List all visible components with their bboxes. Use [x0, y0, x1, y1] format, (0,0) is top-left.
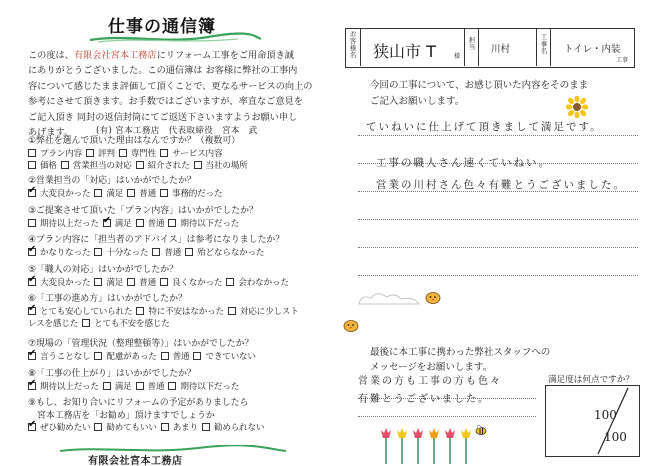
answer-option[interactable]	[28, 160, 57, 173]
option-label: 普通	[139, 277, 156, 288]
customer-suffix: 様	[454, 53, 461, 60]
option-label: 期待以上だった	[40, 218, 99, 229]
checkbox[interactable]	[28, 161, 36, 169]
options-row	[28, 381, 320, 394]
handwritten-answer: 営業の方も工事の方も色々	[358, 376, 502, 387]
question-title: ⑧「工事の仕上がり」はいかがでしたか？	[28, 369, 196, 379]
question-title: ①弊社を選んで頂いた理由はなんですか？（複数可）	[28, 136, 241, 146]
answer-option[interactable]	[119, 148, 156, 161]
checkbox[interactable]	[202, 423, 210, 431]
question-block	[28, 397, 320, 435]
answer-option[interactable]	[160, 148, 222, 161]
staff-message-question-line: メッセージをお願いします。	[370, 362, 493, 373]
option-label: 普通	[164, 247, 182, 258]
option-label: 普通	[147, 218, 165, 229]
answer-option[interactable]	[28, 188, 90, 201]
answer-option[interactable]	[61, 160, 132, 173]
checkbox[interactable]	[103, 382, 111, 390]
options-row	[28, 148, 320, 161]
answer-option[interactable]	[160, 188, 222, 201]
staff-label-cell	[465, 29, 479, 66]
answer-option[interactable]	[160, 277, 222, 290]
checkbox[interactable]	[160, 149, 168, 157]
option-label: できていない	[205, 351, 256, 362]
checkbox[interactable]	[94, 189, 102, 197]
answer-option[interactable]	[28, 422, 90, 435]
answer-option[interactable]	[103, 381, 132, 394]
option-label: 会わなかった	[238, 277, 289, 288]
score-slash	[546, 386, 641, 458]
satisfaction-score-box	[545, 385, 640, 457]
checkbox[interactable]	[194, 161, 202, 169]
option-label: プラン内容	[40, 148, 82, 159]
option-label: とても不安を感じた	[94, 319, 170, 330]
staff-message-question-line: 最後に本工事に携わった弊社スタッフへの	[370, 347, 551, 358]
question-title: 宮本工務店を「お勧め」頂けますでしょうか	[37, 410, 215, 421]
score-given: 100	[594, 408, 617, 422]
feedback-question	[370, 78, 640, 110]
checkbox[interactable]	[161, 423, 169, 431]
option-label: 言うことなし	[40, 351, 91, 362]
intro-line: あげます。	[28, 127, 74, 139]
staff-name: 川村	[491, 44, 511, 55]
option-label: ぜひ勧めたい	[40, 423, 91, 434]
option-label: 満足	[114, 218, 132, 229]
option-label: 当社の場所	[205, 161, 248, 172]
answer-option[interactable]	[152, 247, 181, 260]
job-label: 工事名	[540, 33, 548, 55]
intro-line: この度は、	[28, 50, 74, 61]
company-name: 有限会社宮本工務店	[88, 456, 183, 466]
checkbox[interactable]	[94, 352, 102, 360]
checked-checkbox[interactable]	[28, 352, 36, 360]
option-label: 満足	[114, 381, 132, 392]
checkbox[interactable]	[160, 189, 168, 197]
intro-line: 容について感じたまま評価して頂くことで、更なるサービスの向上の	[28, 80, 313, 92]
answer-option[interactable]	[28, 381, 99, 394]
option-label: 紹介された	[147, 161, 190, 172]
answer-option[interactable]	[82, 318, 170, 331]
checkbox[interactable]	[161, 352, 169, 360]
checkbox[interactable]	[28, 149, 36, 157]
option-label: 殆どならなかった	[197, 247, 265, 258]
answer-option[interactable]	[168, 218, 239, 231]
question-block	[28, 175, 320, 200]
option-label: あまり	[172, 423, 198, 434]
checkbox[interactable]	[228, 307, 236, 315]
customer-label: お客様名	[349, 30, 357, 59]
intro-line: にリフォーム工事をご用命頂き誠	[156, 50, 294, 61]
answer-option[interactable]	[94, 422, 156, 435]
checkbox[interactable]	[136, 307, 144, 315]
option-label: 期待以上だった	[40, 381, 99, 392]
customer-name: 狭山市 T	[373, 42, 436, 61]
answer-option[interactable]	[94, 188, 123, 201]
staff-label: 担当	[468, 36, 476, 51]
checkbox[interactable]	[168, 219, 176, 227]
checkbox[interactable]	[127, 189, 135, 197]
checkbox[interactable]	[136, 219, 144, 227]
options-row	[28, 351, 320, 364]
title-swoosh-decoration	[88, 32, 263, 44]
checkbox[interactable]	[193, 352, 201, 360]
answer-option[interactable]	[127, 277, 156, 290]
satisfaction-label: 満足度は何点ですか？	[548, 375, 634, 385]
answer-option[interactable]	[228, 306, 299, 319]
signature: (有) 宮本工務店 代表取締役 宮本 武	[96, 126, 258, 136]
checked-checkbox[interactable]	[103, 219, 111, 227]
option-label: 対応に少しスト	[239, 306, 299, 317]
answer-option[interactable]	[194, 160, 248, 173]
job-label-cell	[537, 29, 551, 66]
option-label: 勧められない	[213, 423, 265, 434]
question-block	[28, 293, 320, 331]
checkbox[interactable]	[94, 423, 102, 431]
option-label: 評判	[97, 148, 115, 159]
answer-option[interactable]	[161, 351, 190, 364]
checkbox[interactable]	[28, 219, 36, 227]
cloud-decoration	[355, 290, 425, 308]
intro-line: 参考にさせて頂きます。お手数ではございますが、率直なご意見を	[28, 96, 303, 108]
checkbox[interactable]	[136, 382, 144, 390]
ruled-line	[358, 219, 638, 220]
answer-option[interactable]	[168, 381, 239, 394]
answer-option[interactable]	[28, 148, 82, 161]
answer-option[interactable]	[226, 277, 288, 290]
question-title: ⑨もし、お知り合いにリフォームの予定がありましたら	[28, 398, 249, 408]
checkbox[interactable]	[185, 248, 193, 256]
options-row	[28, 318, 320, 331]
options-row	[28, 277, 320, 290]
chick-icon	[424, 290, 442, 304]
option-label: 専門性	[130, 148, 156, 159]
checked-checkbox[interactable]	[28, 189, 36, 197]
handwritten-answer: 工事の職人さん速くていねい。	[376, 157, 551, 169]
bee-icon	[474, 424, 488, 436]
question-block	[28, 234, 320, 259]
answer-option[interactable]	[28, 306, 132, 319]
option-label: 大変良かった	[40, 277, 91, 288]
tulip-flowers-decoration	[378, 424, 474, 464]
options-row	[28, 247, 320, 260]
ruled-line	[358, 275, 638, 276]
sunflower-icon	[566, 96, 588, 118]
option-label: 勧めてもいい	[106, 423, 157, 434]
checkbox[interactable]	[82, 319, 90, 327]
option-label: かなりなった	[40, 247, 91, 258]
option-label: 配慮があった	[106, 351, 157, 362]
options-row	[28, 188, 320, 201]
question-block	[28, 264, 320, 289]
feedback-question-line: ご記入お願いします。	[370, 96, 465, 107]
question-block	[28, 205, 320, 230]
option-label: 満足	[106, 188, 124, 199]
handwritten-answer: 営業の川村さん色々有難とうございました。	[376, 179, 626, 191]
checkbox[interactable]	[86, 149, 94, 157]
option-label: 期待以下だった	[180, 381, 240, 392]
question-title: ⑤「職人の対応」はいかがでしたか？	[28, 265, 178, 275]
ruled-line	[358, 135, 638, 136]
company-highlight: 有限会社宮本工務店	[73, 50, 157, 61]
question-title: ⑥「工事の進め方」はいかがでしたか？	[28, 294, 187, 304]
checked-checkbox[interactable]	[28, 248, 36, 256]
answer-option[interactable]	[136, 160, 190, 173]
checkbox[interactable]	[168, 382, 176, 390]
option-label: 価格	[40, 161, 57, 172]
answer-option[interactable]	[103, 218, 132, 231]
question-block	[28, 338, 320, 363]
answer-option[interactable]	[94, 351, 156, 364]
answer-option[interactable]	[202, 422, 264, 435]
option-label: 十分なった	[106, 247, 149, 258]
options-row	[28, 160, 320, 173]
checked-checkbox[interactable]	[28, 307, 36, 315]
answer-option[interactable]	[136, 218, 165, 231]
answer-option[interactable]	[86, 148, 115, 161]
answer-option[interactable]	[94, 247, 148, 260]
intro-line: にありがとうございました。この通信簿は お客様に弊社の工事内	[28, 65, 298, 77]
checkbox[interactable]	[226, 278, 234, 286]
checked-checkbox[interactable]	[28, 278, 36, 286]
checkbox[interactable]	[61, 161, 69, 169]
answer-option[interactable]	[28, 218, 99, 231]
question-block	[28, 135, 320, 173]
customer-header-table	[345, 28, 635, 68]
page-title: 仕事の通信簿	[108, 17, 216, 37]
option-label: 大変良かった	[40, 188, 91, 199]
option-label: 特に不安はなかった	[148, 306, 224, 317]
checkbox[interactable]	[94, 278, 102, 286]
option-label: 満足	[106, 277, 124, 288]
options-row	[28, 306, 320, 319]
option-label: サービス内容	[171, 148, 223, 159]
question-block	[28, 368, 320, 393]
answer-option[interactable]	[193, 351, 255, 364]
checkbox[interactable]	[136, 161, 144, 169]
options-row	[28, 218, 320, 231]
option-label: 普通	[147, 381, 165, 392]
answer-option[interactable]	[28, 247, 90, 260]
question-title: ③ご提案させて頂いた「プラン内容」はいかがでしたか？	[28, 206, 258, 216]
checkbox[interactable]	[152, 248, 160, 256]
survey-questions-panel	[28, 12, 318, 466]
answer-option[interactable]	[136, 306, 224, 319]
question-title: ⑦現場の「管理状況（整理整頓等）」はいかがでしたか？	[28, 339, 254, 349]
option-label: 普通	[139, 188, 156, 199]
staff-message-question	[370, 345, 600, 375]
intro-line: ご記入頂き 同封の返信封筒にてご返送下さいますようお願い申し	[28, 111, 298, 123]
option-label: 普通	[172, 351, 190, 362]
checkbox[interactable]	[119, 149, 127, 157]
option-label-continuation: レスを感じた	[28, 319, 79, 330]
customer-label-cell	[346, 29, 361, 66]
options-row	[28, 422, 320, 435]
option-label: 営業担当の対応	[72, 161, 132, 172]
answer-option[interactable]	[136, 381, 165, 394]
answer-option[interactable]	[28, 351, 90, 364]
job-name: トイレ・内装	[564, 44, 621, 55]
feedback-question-line: 今回の工事について、お感じ頂いた内容をそのまま	[370, 80, 589, 91]
handwritten-answer: 有難とうございました。	[358, 394, 490, 405]
answer-option[interactable]	[161, 422, 198, 435]
ruled-line	[358, 416, 536, 417]
handwritten-answer: ていねいに仕上げて頂きまして満足です。	[366, 121, 603, 133]
answer-option[interactable]	[185, 247, 264, 260]
option-label: 事務的だった	[171, 188, 223, 199]
checkbox[interactable]	[127, 278, 135, 286]
option-label: とても安心していられた	[40, 306, 133, 317]
question-title: ④プラン内容に「担当者のアドバイス」は参考になりましたか？	[28, 235, 285, 245]
job-suffix: 工事	[616, 57, 629, 64]
answer-option[interactable]	[94, 277, 123, 290]
option-label: 期待以下だった	[180, 218, 240, 229]
checkbox[interactable]	[160, 278, 168, 286]
checkbox[interactable]	[94, 248, 102, 256]
chick-icon	[342, 318, 360, 332]
answer-option[interactable]	[127, 188, 156, 201]
checked-checkbox[interactable]	[28, 423, 36, 431]
question-title: ②営業担当の「対応」はいかがでしたか？	[28, 176, 196, 186]
ruled-line	[358, 247, 638, 248]
answer-option[interactable]	[28, 277, 90, 290]
option-label: 良くなかった	[171, 277, 223, 288]
score-max: 100	[604, 430, 627, 444]
checked-checkbox[interactable]	[28, 382, 36, 390]
